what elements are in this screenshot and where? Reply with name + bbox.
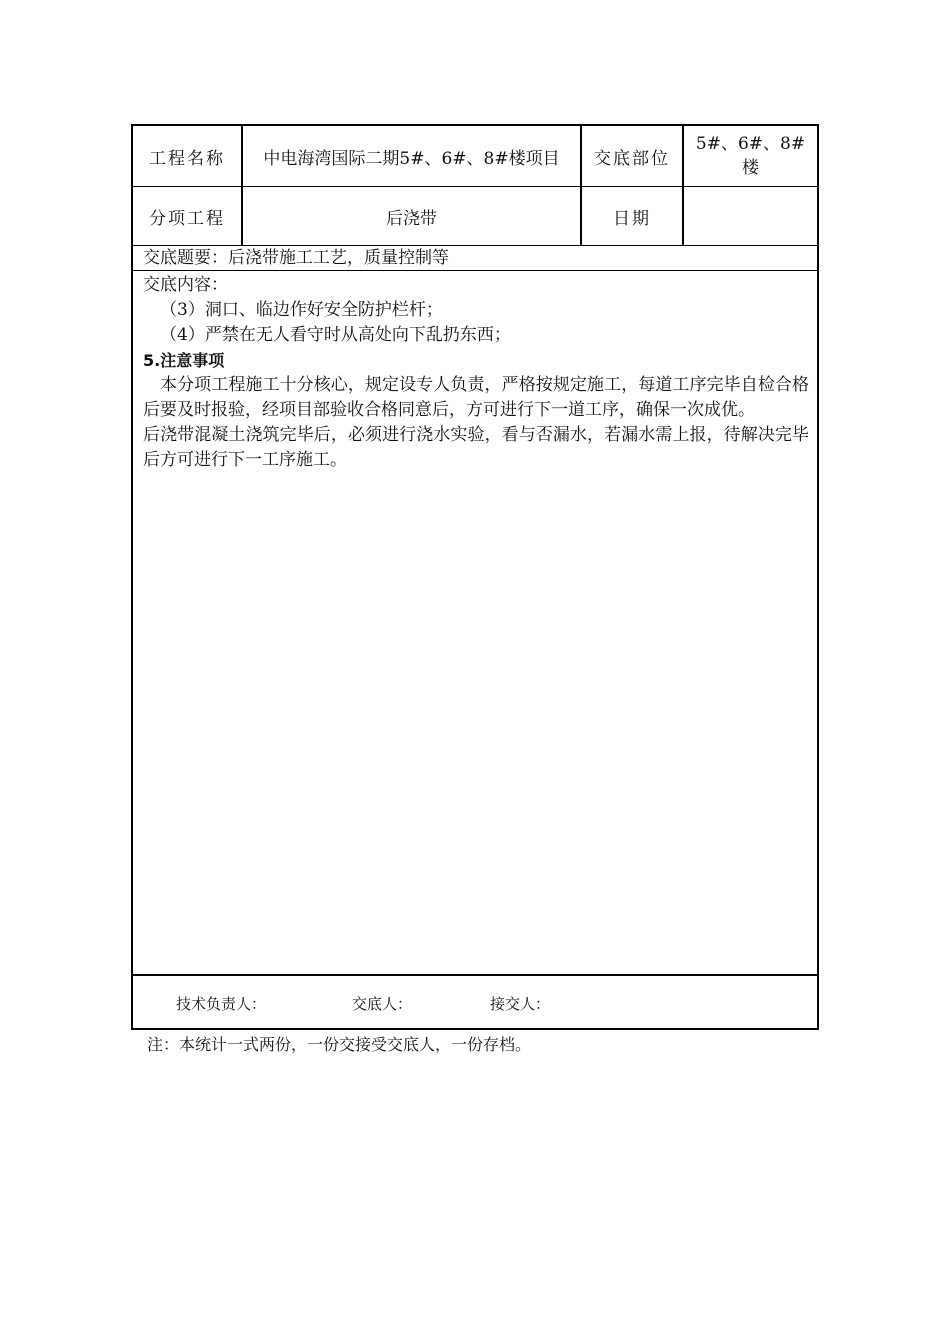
date-label: 日期 [582, 187, 684, 245]
receiver-label: 接交人： [490, 995, 551, 1013]
section-title: 5.注意事项 [143, 351, 225, 370]
content-area [133, 271, 817, 976]
footnote: 注：本统计一式两份，一份交接受交底人，一份存档。 [147, 1035, 532, 1054]
disclosure-form [131, 124, 819, 1030]
signature-row [133, 976, 817, 1028]
content-body [143, 273, 809, 473]
summary-row [133, 246, 817, 271]
tech-lead-label: 技术负责人： [176, 995, 267, 1013]
presenter-label: 交底人： [352, 995, 413, 1013]
content-label: 交底内容： [143, 275, 228, 295]
list-item: （3）洞口、临边作好安全防护栏杆； [160, 300, 443, 320]
project-name-label: 工程名称 [133, 126, 243, 186]
header-row-2 [133, 187, 817, 246]
header-row-1 [133, 126, 817, 187]
list-item: （4）严禁在无人看守时从高处向下乱扔东西； [160, 325, 511, 345]
paragraph-1: 本分项工程施工十分核心，规定设专人负责，严格按规定施工，每道工序完毕自检合格后要及时报验，经项目部验收合格同意后，方可进行下一道工序，确保一次成优。 [143, 375, 809, 420]
location-value: 5#、6#、8#楼 [695, 134, 806, 178]
project-name-value: 中电海湾国际二期5#、6#、8#楼项目 [243, 126, 582, 186]
location-label: 交底部位 [582, 126, 684, 186]
subitem-label: 分项工程 [133, 187, 243, 245]
date-value [684, 187, 817, 245]
summary-text: 交底题要：后浇带施工工艺，质量控制等 [143, 248, 449, 268]
paragraph-2: 后浇带混凝土浇筑完毕后，必须进行浇水实验，看与否漏水，若漏水需上报，待解决完毕后方可进行下一工序施工。 [143, 425, 809, 470]
subitem-value: 后浇带 [243, 187, 582, 245]
